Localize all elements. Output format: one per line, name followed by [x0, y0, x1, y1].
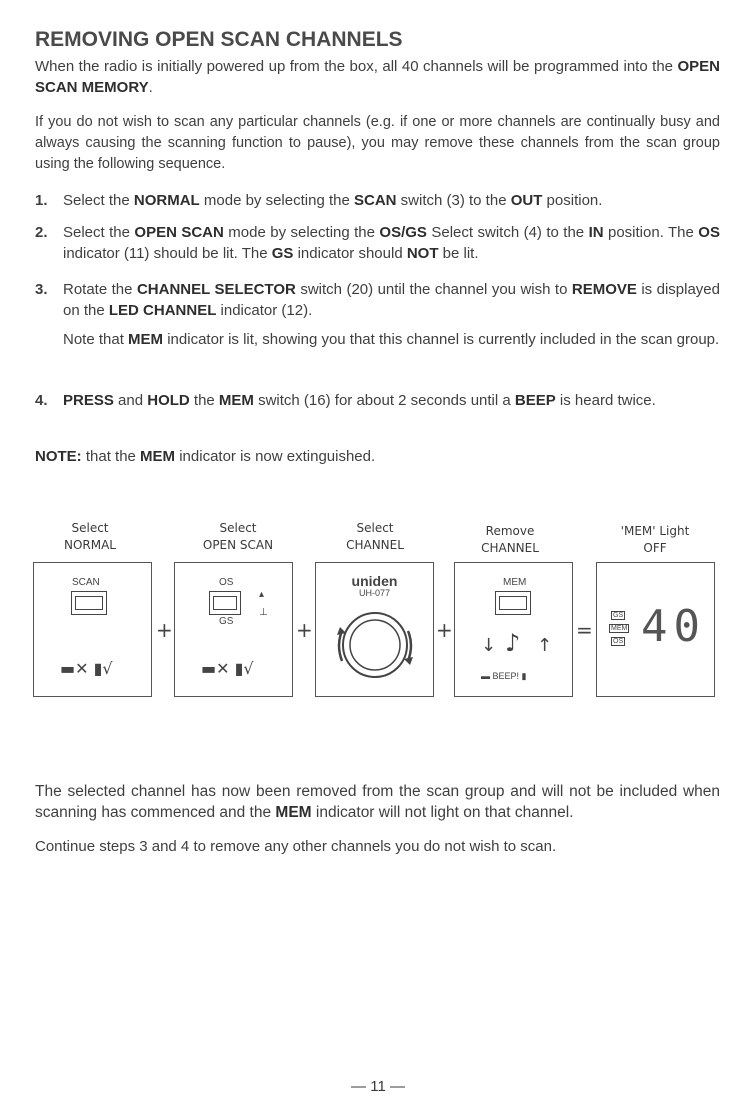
mem-label: MEM [503, 577, 527, 588]
note-paragraph: NOTE: that the MEM indicator is now extinguished. [35, 448, 376, 465]
step-number: 1. [35, 192, 48, 209]
panel-channel-selector [315, 562, 434, 697]
equals-sign: = [576, 618, 593, 642]
switch-in-ok-icon: ▬✕ ▮√ [201, 659, 254, 678]
panel-channel-display [596, 562, 715, 697]
page-title: REMOVING OPEN SCAN CHANNELS [35, 28, 403, 51]
gs-indicator: GS [613, 612, 624, 619]
note-label: NOTE: [35, 448, 82, 465]
panel-mem-switch [454, 562, 573, 697]
caption-select-normal: Select NORMAL [63, 521, 116, 552]
panel-osgs-switch [174, 562, 293, 697]
brand-logo: uniden [351, 573, 398, 589]
music-note-icon: ♪ [505, 629, 521, 657]
step-1: 1. Select the NORMAL mode by selecting the SCAN switch (3) to the OUT position. [35, 192, 603, 209]
procedure-diagram [30, 520, 730, 710]
mem-switch [495, 591, 531, 615]
intro-text: When the radio is initially powered up from the box, all 40 channels will be programmed into the [35, 58, 678, 75]
plus-sign: + [436, 618, 453, 642]
step-number: 4. [35, 392, 48, 409]
closing-paragraph: The selected channel has now been removed from the scan group and will not be included when scanning has commenced and the MEM indicator will not light on that channel. [35, 783, 720, 821]
press-arrow-icon: ↓ [481, 635, 497, 656]
channel-readout: 40 [641, 601, 706, 652]
caption-mem-light-off: 'MEM' Light OFF [620, 524, 690, 555]
caption-select-channel: Select CHANNEL [346, 521, 404, 552]
channel-knob-icon [334, 601, 416, 683]
continue-paragraph: Continue steps 3 and 4 to remove any other channels you do not wish to scan. [35, 838, 557, 855]
caption-remove-channel: Remove CHANNEL [481, 524, 539, 555]
step-4: 4. PRESS and HOLD the MEM switch (16) for about 2 seconds until a BEEP is heard twice. [35, 392, 656, 409]
intro-bold: OPEN SCAN MEMORY [35, 58, 720, 96]
os-led-icon: ▴ [259, 589, 265, 600]
model-label: UH-077 [358, 588, 390, 598]
mem-indicator: MEM [611, 625, 628, 632]
step-3: 3. Rotate the CHANNEL SELECTOR switch (20) until the channel you wish to REMOVE is displayed on the LED CHANNEL indicator (12). Note that MEM indicator is lit, showing you that this channel is currently included in the scan group. [35, 281, 720, 348]
step-3-note: Note that MEM indicator is lit, showing you that this channel is currently included in the scan group. [63, 331, 720, 348]
step-number: 2. [35, 224, 48, 241]
page-number: — 11 — [351, 1078, 405, 1095]
plus-sign: + [156, 618, 173, 642]
os-label: OS [219, 577, 234, 588]
instructions-paragraph: If you do not wish to scan any particular channels (e.g. if one or more channels are continually busy and always causing the scanning function to pause), you may remove these channels from the scan group using the following sequence. [35, 114, 720, 172]
step-number: 3. [35, 281, 48, 298]
os-indicator: OS [613, 638, 624, 645]
intro-end: . [148, 79, 153, 96]
release-arrow-icon: ↑ [537, 635, 553, 656]
gs-label: GS [219, 616, 234, 627]
panel-scan-switch [33, 562, 152, 697]
osgs-switch [209, 591, 241, 615]
caption-select-open-scan: Select OPEN SCAN [202, 521, 274, 552]
intro-paragraph [35, 56, 720, 98]
step-2: 2. Select the OPEN SCAN mode by selecting the OS/GS Select switch (4) to the IN position. The OS indicator (11) should be lit. The GS indicator should NOT be lit. [35, 224, 720, 262]
beep-label: ▬ BEEP! ▮ [481, 671, 527, 681]
gs-led-icon: ⊥ [259, 607, 268, 618]
scan-label: SCAN [72, 577, 100, 588]
switch-out-ok-icon: ▬✕ ▮√ [60, 659, 113, 678]
plus-sign: + [296, 618, 313, 642]
scan-switch [71, 591, 107, 615]
